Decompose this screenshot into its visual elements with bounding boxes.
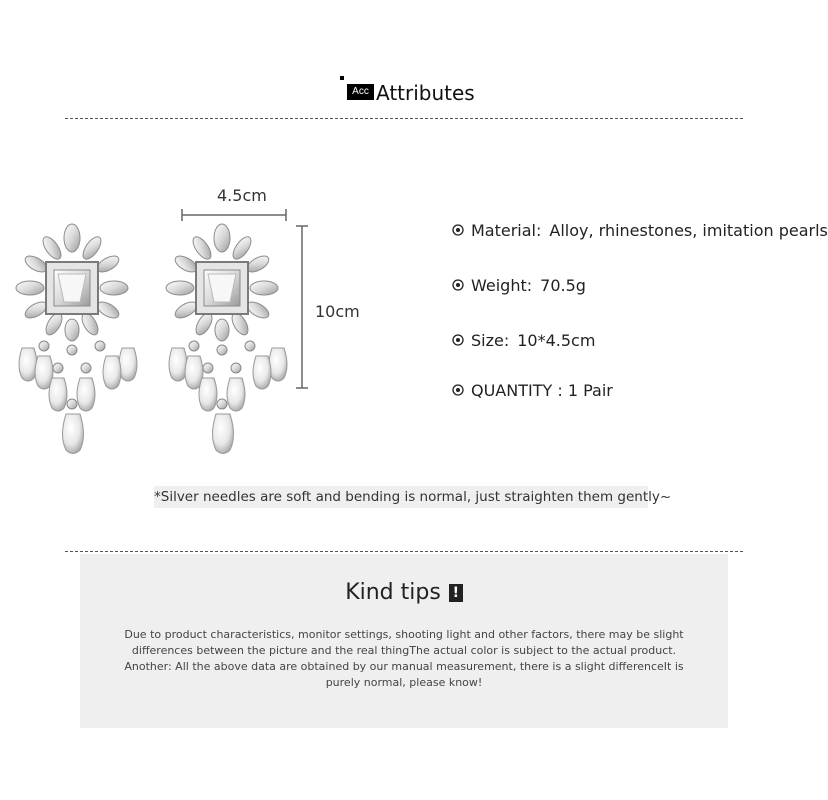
attribute-material	[452, 218, 828, 242]
divider-top	[65, 118, 743, 119]
attribute-value: Alloy, rhinestones, imitation pearls	[549, 220, 828, 240]
bullet-icon	[452, 384, 464, 396]
attribute-label: Weight:	[471, 275, 533, 295]
attribute-label: Material:	[471, 220, 542, 240]
attribute-label: Size:	[471, 330, 510, 350]
attribute-value: 10*4.5cm	[517, 330, 596, 350]
warning-icon: !	[449, 584, 463, 602]
bullet-icon	[452, 279, 464, 291]
bullet-icon	[452, 224, 464, 236]
earring-right	[166, 224, 287, 454]
kind-tips-heading	[80, 580, 728, 605]
earring-left	[16, 224, 137, 454]
kind-tips-title: Kind tips	[345, 580, 441, 605]
attribute-value: 70.5g	[540, 275, 586, 295]
attribute-label: QUANTITY : 1 Pair	[471, 380, 613, 400]
attribute-size	[452, 328, 595, 352]
attribute-quantity	[452, 378, 613, 402]
bullet-icon	[452, 334, 464, 346]
title-text: Attributes	[376, 81, 475, 105]
title-badge: Acc	[347, 84, 374, 100]
kind-tips-panel	[80, 554, 728, 728]
height-dimension-label: 10cm	[315, 302, 360, 321]
title-dot	[340, 76, 344, 80]
care-note: *Silver needles are soft and bending is normal, just straighten them gently~	[154, 486, 648, 508]
divider-middle	[65, 551, 743, 552]
width-dimension-label: 4.5cm	[217, 186, 267, 205]
attribute-weight	[452, 273, 586, 297]
earrings-image	[0, 170, 320, 470]
kind-tips-text: Due to product characteristics, monitor settings, shooting light and other factors, there may be slight differences between the picture and the real thingThe actual color is subject to the actual product. Another: All the above data are obtained by our manual measurement, there is a slight differenceIt is purely normal, please know!	[124, 628, 684, 689]
